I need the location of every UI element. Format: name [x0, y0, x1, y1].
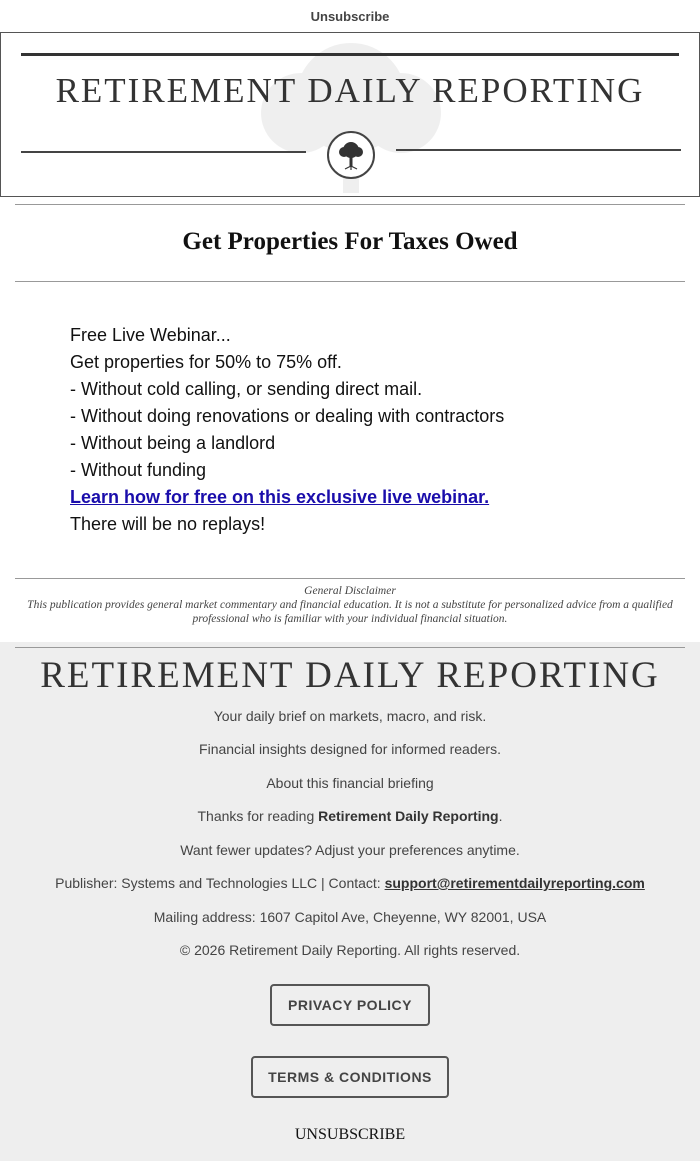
- body-line: Free Live Webinar...: [70, 325, 231, 345]
- tree-icon: [334, 138, 368, 172]
- body-line: - Without doing renovations or dealing with contractors: [70, 406, 505, 426]
- general-disclaimer: [8, 584, 692, 626]
- headline-bottom-divider: [15, 281, 685, 282]
- disclaimer-title: General Disclaimer: [304, 585, 396, 597]
- footer-brand-title: RETIREMENT DAILY REPORTING: [40, 655, 660, 696]
- privacy-policy-button[interactable]: PRIVACY POLICY: [270, 984, 430, 1026]
- footer-tagline: Your daily brief on markets, macro, and risk.: [213, 708, 487, 724]
- masthead-banner: [0, 32, 700, 197]
- footer-insights: Financial insights designed for informed readers.: [199, 741, 501, 757]
- footer-mailing-address: Mailing address: 1607 Capitol Ave, Cheyenne, WY 82001, USA: [153, 909, 547, 925]
- body-line: - Without cold calling, or sending direct mail.: [70, 379, 423, 399]
- tree-logo-badge: [327, 131, 375, 179]
- footer-unsubscribe-link[interactable]: UNSUBSCRIBE: [294, 1126, 406, 1143]
- article-body: [70, 322, 660, 538]
- footer-copyright: © 2026 Retirement Daily Reporting. All rights reserved.: [179, 942, 521, 958]
- webinar-cta-link[interactable]: Learn how for free on this exclusive live webinar.: [70, 487, 490, 507]
- closing-line: There will be no replays!: [70, 514, 266, 534]
- thanks-prefix: Thanks for reading: [197, 808, 319, 824]
- publisher-text: Publisher: Systems and Technologies LLC | Contact:: [55, 875, 385, 891]
- footer-thanks: [0, 808, 700, 824]
- body-line: - Without being a landlord: [70, 433, 276, 453]
- thanks-brand: Retirement Daily Reporting: [318, 808, 499, 824]
- top-unsubscribe-link[interactable]: Unsubscribe: [310, 8, 390, 24]
- masthead-right-rule: [396, 149, 681, 151]
- terms-conditions-button[interactable]: TERMS & CONDITIONS: [251, 1056, 449, 1098]
- footer-about-link[interactable]: About this financial briefing: [266, 775, 434, 791]
- body-line: - Without funding: [70, 460, 207, 480]
- headline-top-divider: [15, 204, 685, 205]
- masthead-left-rule: [21, 151, 306, 153]
- article-headline: Get Properties For Taxes Owed: [182, 228, 518, 255]
- disclaimer-text: This publication provides general market commentary and financial education. It is not a substitute for personalized advice from a qualified professional who is familiar with your individual financial situation.: [27, 599, 673, 625]
- masthead-title: RETIREMENT DAILY REPORTING: [55, 71, 645, 110]
- footer-divider: [15, 647, 685, 648]
- footer-publisher: [0, 875, 700, 891]
- masthead-top-rule: [21, 53, 679, 56]
- contact-email-link[interactable]: support@retirementdailyreporting.com: [384, 875, 645, 891]
- disclaimer-divider: [15, 578, 685, 579]
- footer-preferences[interactable]: Want fewer updates? Adjust your preferences anytime.: [180, 842, 520, 858]
- body-line: Get properties for 50% to 75% off.: [70, 352, 342, 372]
- thanks-suffix: .: [498, 808, 503, 824]
- footer: [0, 642, 700, 1161]
- top-unsubscribe-bar: [0, 0, 700, 32]
